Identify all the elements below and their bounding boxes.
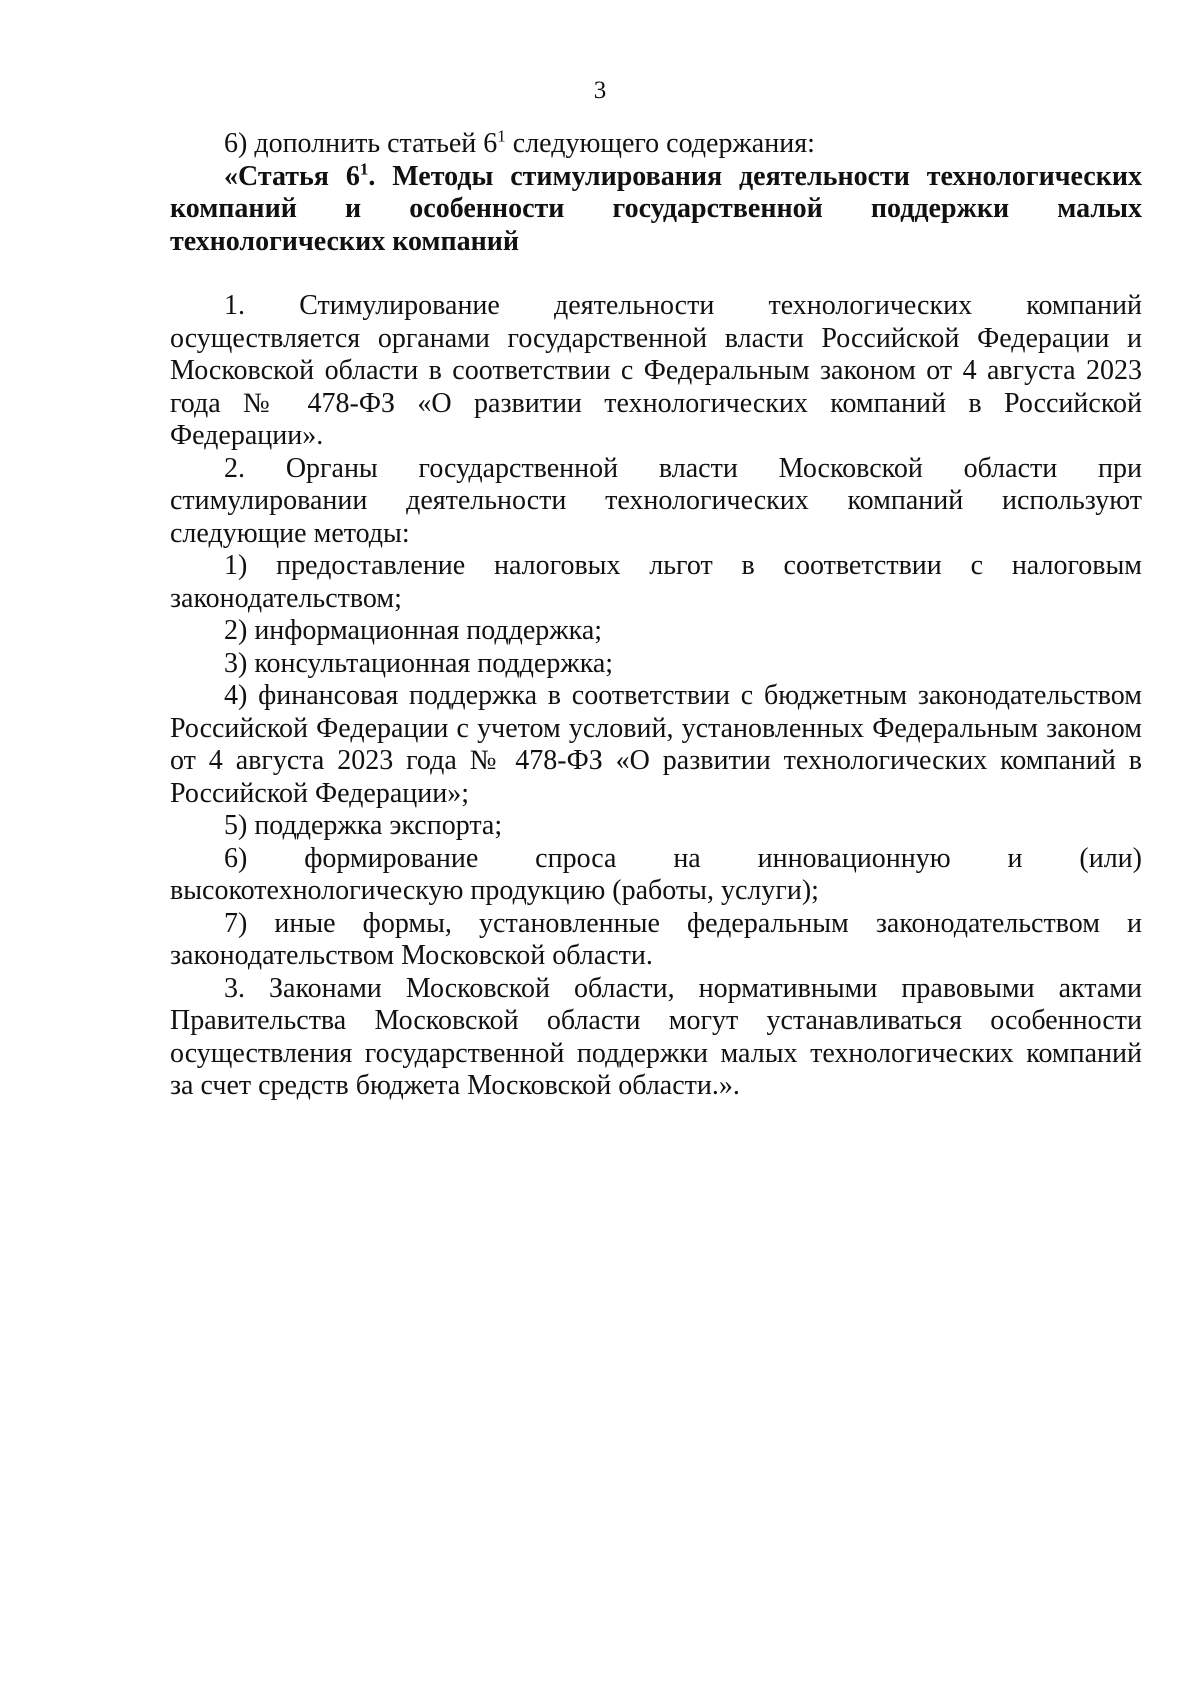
method-item-5: 5) поддержка экспорта; (224, 810, 503, 841)
method-item-1: 1) предоставление налоговых льгот в соответствии с налоговым законодательством; (170, 550, 1142, 614)
amendment-intro-text: 6) дополнить статьей 6 (224, 128, 498, 159)
paragraph-2: 2. Органы государственной власти Московской области при стимулировании деятельности технологических компаний используют следующие методы: (170, 452, 1142, 549)
paragraph-3: 3. Законами Московской области, нормативными правовыми актами Правительства Московской области могут устанавливаться особенности осуществления государственной поддержки малых технологических компаний за счет средств бюджета Московской области.». (170, 972, 1142, 1101)
method-item-7: 7) иные формы, установленные федеральным законодательством и законодательством Московской области. (170, 907, 1142, 971)
article-heading-title: . Методы стимулирования деятельности технологических компаний и особенности государственной поддержки малых технологических компаний (170, 160, 1142, 257)
article-heading-start: «Статья 6 (224, 160, 360, 192)
superscript: 1 (359, 159, 369, 179)
method-item-3: 3) консультационная поддержка; (224, 647, 614, 679)
article-heading (170, 161, 1142, 259)
page-number: 3 (593, 77, 607, 104)
superscript: 1 (497, 126, 506, 146)
method-item-6: 6) формирование спроса на инновационную и (или) высокотехнологическую продукцию (работы, услуги); (170, 842, 1142, 906)
amendment-intro (170, 128, 1142, 161)
method-item-2: 2) информационная поддержка; (224, 615, 603, 646)
method-item-4: 4) финансовая поддержка в соответствии с бюджетным законодательством Российской Федерации с учетом условий, установленных Федеральным законом от 4 августа 2023 года № 478-ФЗ «О развитии технологических компаний в Российской Федерации»; (170, 680, 1142, 809)
paragraph-1: 1. Стимулирование деятельности технологических компаний осуществляется органами государственной власти Российской Федерации и Московской области в соответствии с Федеральным законом от 4 августа 2023 года № 478-ФЗ «О развитии технологических компаний в Российской Федерации». (170, 290, 1142, 451)
document-body (170, 128, 1142, 1103)
amendment-intro-text-end: следующего содержания: (505, 128, 815, 159)
